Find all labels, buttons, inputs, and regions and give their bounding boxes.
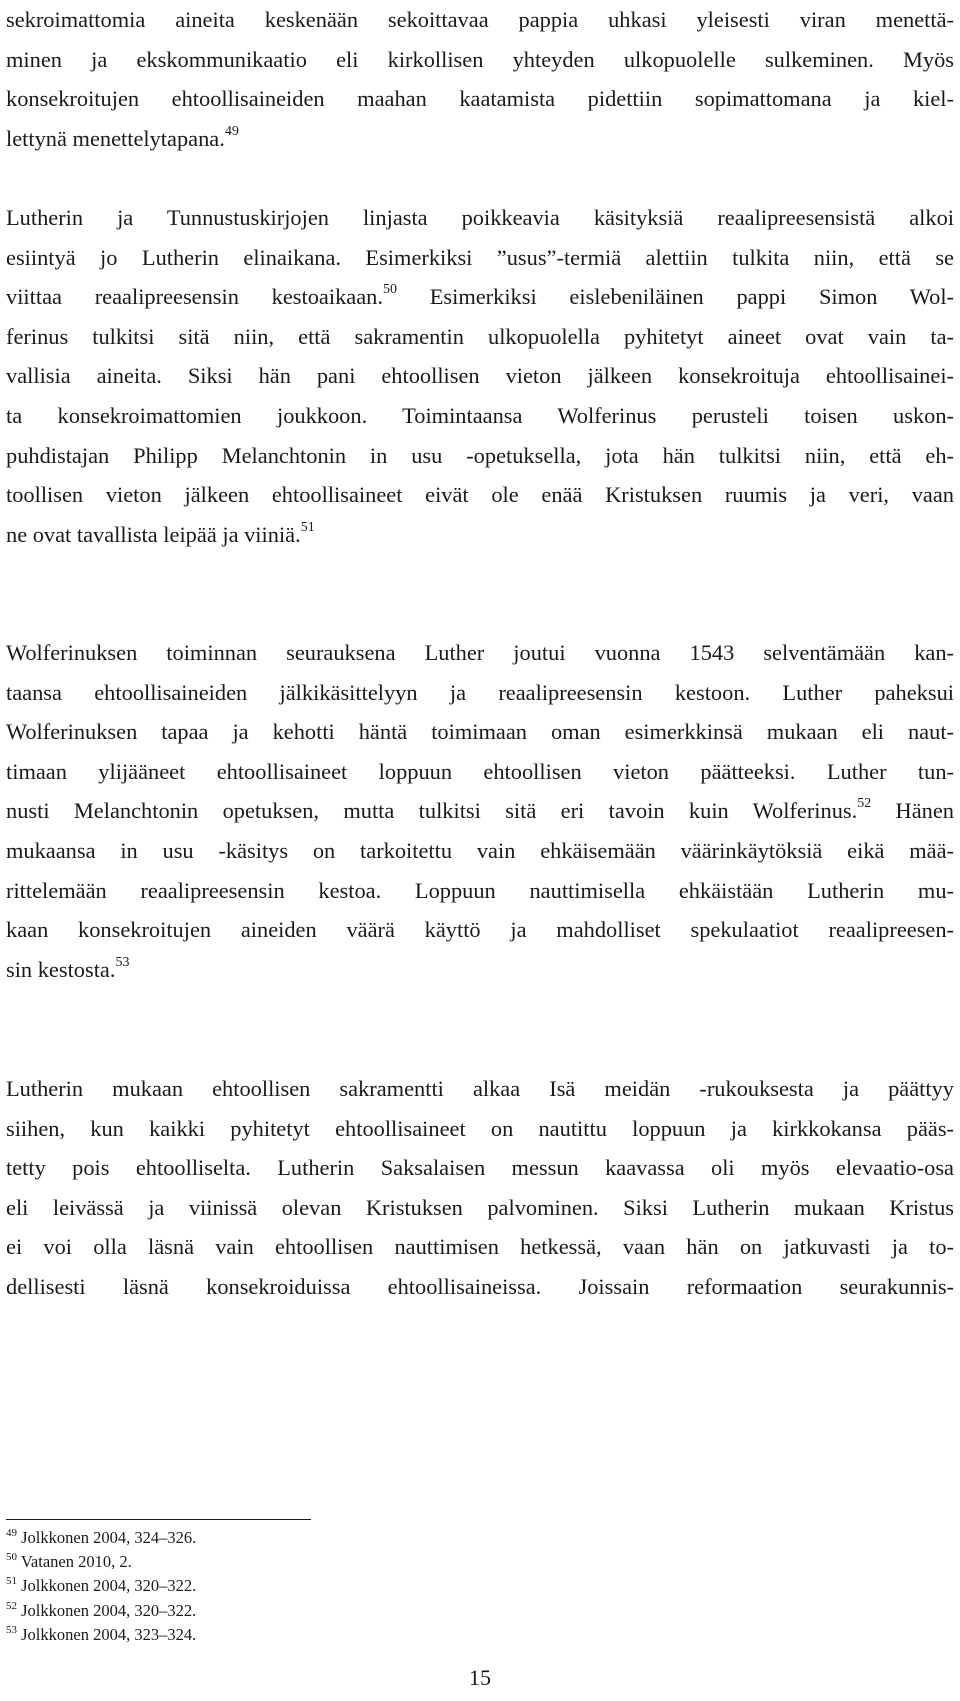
text-line: konsekroitujen ehtoollisaineiden maahan kaatamista pidettiin sopimattomana ja kiel- xyxy=(6,86,954,112)
text-line: dellisesti läsnä konsekroiduissa ehtoollisaineissa. Joissain reformaation seurakunnis- xyxy=(6,1273,954,1299)
text-line: minen ja ekskommunikaatio eli kirkollisen yhteyden ulkopuolelle sulkeminen. Myös xyxy=(6,46,954,72)
footnote-ref-50[interactable]: 50 xyxy=(382,282,397,298)
footnote-number: 50 xyxy=(6,1551,17,1564)
text-line: ta konsekroimattomien joukkoon. Toimintaansa Wolferinus perusteli toisen uskon- xyxy=(6,402,954,428)
text-segment: ne ovat tavallista leipää ja viiniä. xyxy=(6,521,301,547)
footnote-number: 51 xyxy=(6,1575,17,1588)
footnote-50 xyxy=(6,1550,606,1574)
text-segment: lettynä menettelytapana. xyxy=(6,125,225,151)
text-segment: Hänen xyxy=(871,798,954,824)
text-line: taansa ehtoollisaineiden jälkikäsittelyyn ja reaalipreesensin kestoon. Luther paheksui xyxy=(6,679,954,705)
text-line: Lutherin ja Tunnustuskirjojen linjasta poikkeavia käsityksiä reaalipreesensistä alkoi xyxy=(6,205,954,230)
footnote-text: Jolkkonen 2004, 323–324. xyxy=(17,1624,197,1644)
text-line: toollisen vieton jälkeen ehtoollisaineet eivät ole enää Kristuksen ruumis ja veri, vaan xyxy=(6,482,954,508)
paragraph-3 xyxy=(6,633,954,989)
footnote-53 xyxy=(6,1623,606,1647)
text-line: ferinus tulkitsi sitä niin, että sakramentin ulkopuolella pyhitetyt aineet ovat vain ta- xyxy=(6,323,954,349)
paragraph-2 xyxy=(6,198,954,554)
footnote-text: Jolkkonen 2004, 324–326. xyxy=(17,1528,197,1547)
footnote-separator xyxy=(6,1519,311,1520)
text-line xyxy=(6,277,954,317)
footnote-text: Vatanen 2010, 2. xyxy=(17,1552,132,1572)
footnote-52 xyxy=(6,1599,606,1623)
footnote-number: 49 xyxy=(6,1527,17,1539)
text-line: timaan ylijääneet ehtoollisaineet loppuun ehtoollisen vieton päätteeksi. Luther tun- xyxy=(6,758,954,784)
footnote-text: Jolkkonen 2004, 320–322. xyxy=(17,1576,197,1596)
text-segment: viittaa reaalipreesensin kestoaikaan. xyxy=(6,284,383,310)
text-line xyxy=(6,791,954,831)
text-line: esiintyä jo Lutherin elinaikana. Esimerkiksi ”usus”-termiä alettiin tulkita niin, että se xyxy=(6,244,954,270)
page-number: 15 xyxy=(469,1665,491,1690)
text-line: siihen, kun kaikki pyhitetyt ehtoollisaineet on nautittu loppuun ja kirkkokansa pääs- xyxy=(6,1115,954,1141)
text-line-last xyxy=(6,119,954,159)
footnote-number: 52 xyxy=(6,1599,17,1612)
footnote-ref-49[interactable]: 49 xyxy=(224,123,239,139)
text-line: Wolferinuksen tapaa ja kehotti häntä toimimaan oman esimerkkinsä mukaan eli naut- xyxy=(6,719,954,745)
text-line: Lutherin mukaan ehtoollisen sakramentti alkaa Isä meidän -rukouksesta ja päättyy xyxy=(6,1076,954,1101)
footnote-number: 53 xyxy=(6,1623,17,1636)
text-segment: nusti Melanchtonin opetuksen, mutta tulkitsi sitä eri tavoin kuin Wolferinus. xyxy=(6,798,858,824)
footnote-ref-53[interactable]: 53 xyxy=(115,954,130,970)
text-segment: sin kestosta. xyxy=(6,956,116,982)
footnote-49 xyxy=(6,1526,606,1550)
footnote-ref-51[interactable]: 51 xyxy=(300,519,315,535)
text-line: vallisia aineita. Siksi hän pani ehtoollisen vieton jälkeen konsekroituja ehtoollisainei- xyxy=(6,363,954,389)
text-line: ei voi olla läsnä vain ehtoollisen nauttimisen hetkessä, vaan hän on jatkuvasti ja to- xyxy=(6,1234,954,1260)
text-line-last xyxy=(6,515,954,555)
footnotes xyxy=(6,1526,606,1647)
text-line: eli leivässä ja viinissä olevan Kristuksen palvominen. Siksi Lutherin mukaan Kristus xyxy=(6,1194,954,1220)
paragraph-4 xyxy=(6,1069,954,1307)
text-line: mukaansa in usu -käsitys on tarkoitettu vain ehkäisemään väärinkäytöksiä eikä mää- xyxy=(6,837,954,863)
text-line-last xyxy=(6,950,954,990)
text-line: tetty pois ehtoolliselta. Lutherin Saksalaisen messun kaavassa oli myös elevaatio-osa xyxy=(6,1155,954,1181)
footnote-51 xyxy=(6,1574,606,1598)
text-line: puhdistajan Philipp Melanchtonin in usu -opetuksella, jota hän tulkitsi niin, että eh- xyxy=(6,442,954,468)
text-line: sekroimattomia aineita keskenään sekoittavaa pappia uhkasi yleisesti viran menettä- xyxy=(6,7,954,32)
text-line: Wolferinuksen toiminnan seurauksena Luther joutui vuonna 1543 selventämään kan- xyxy=(6,640,954,665)
paragraph-1 xyxy=(6,0,954,158)
footnote-text: Jolkkonen 2004, 320–322. xyxy=(17,1600,197,1620)
text-segment: Esimerkiksi eislebeniläinen pappi Simon Wol- xyxy=(396,284,955,310)
footnote-ref-52[interactable]: 52 xyxy=(857,796,872,812)
text-line: kaan konsekroitujen aineiden väärä käyttö ja mahdolliset spekulaatiot reaalipreesen- xyxy=(6,917,954,943)
text-line: rittelemään reaalipreesensin kestoa. Loppuun nauttimisella ehkäistään Lutherin mu- xyxy=(6,877,954,903)
